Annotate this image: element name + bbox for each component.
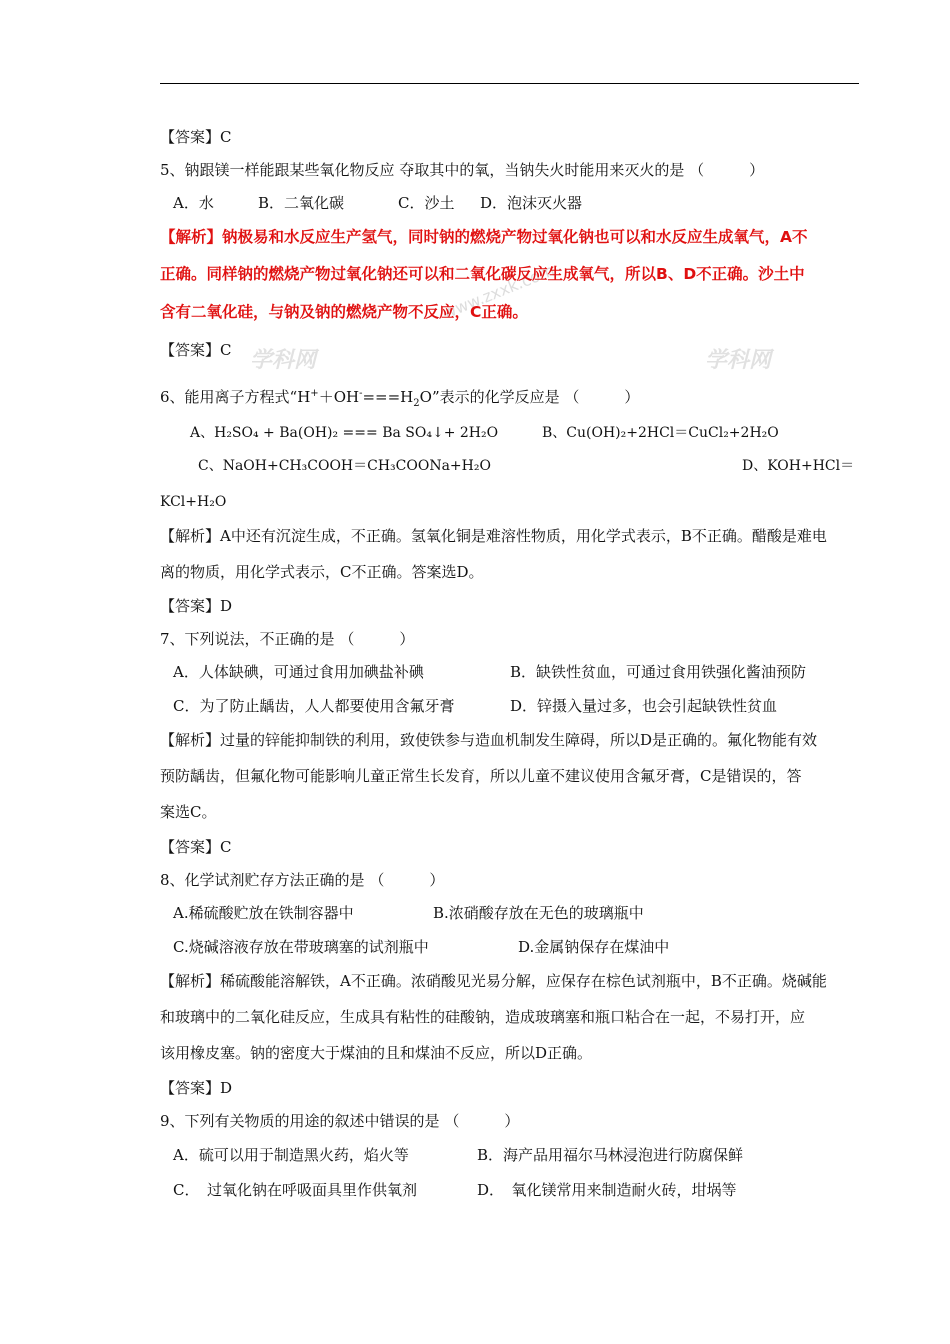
q6-stem-mid2: ===H (362, 388, 414, 406)
q6-option-a: A、H₂SO₄ + Ba(OH)₂ === Ba SO₄↓+ 2H₂O (190, 425, 499, 441)
answer-q5: 【答案】C (160, 341, 232, 359)
q7-option-c: C．为了防止龋齿，人人都要使用含氟牙膏 (173, 697, 455, 715)
q6-option-c: C、NaOH+CH₃COOH＝CH₃COONa+H₂O (198, 458, 491, 474)
q7-option-a: A．人体缺碘，可通过食用加碘盐补碘 (173, 663, 424, 681)
watermark-logo-right: 学科网 (705, 348, 772, 373)
q6-stem-sup2: - (359, 388, 363, 399)
q5-option-c: C．沙土 (398, 194, 455, 212)
question-9-stem: 9、下列有关物质的用途的叙述中错误的是 （ ） (160, 1112, 520, 1130)
answer-q8: 【答案】D (160, 1079, 233, 1097)
answer-q4: 【答案】C (160, 128, 232, 146)
q9-option-c: C． 过氧化钠在呼吸面具里作供氧剂 (173, 1181, 417, 1199)
q7-analysis-line-3: 案选C。 (160, 803, 217, 821)
watermark-url: www.zxxk.com (440, 260, 558, 323)
q6-stem-pre: 6、能用离子方程式“H (160, 388, 311, 406)
q6-stem-post: O”表示的化学反应是 （ ） (419, 388, 640, 406)
header-rule (160, 83, 859, 84)
q7-analysis-line-2: 预防龋齿，但氟化物可能影响儿童正常生长发育，所以儿童不建议使用含氟牙膏，C是错误的，答 (160, 767, 802, 785)
q7-analysis-line-1: 【解析】过量的锌能抑制铁的利用，致使铁参与造血机制发生障碍，所以D是正确的。氟化物能有效 (160, 731, 818, 749)
q8-analysis-line-3: 该用橡皮塞。钠的密度大于煤油的且和煤油不反应，所以D正确。 (160, 1044, 593, 1062)
q9-option-a: A．硫可以用于制造黑火药，焰火等 (173, 1146, 409, 1164)
q6-stem-sub: 2 (413, 398, 420, 409)
q7-option-b: B．缺铁性贫血，可通过食用铁强化酱油预防 (510, 663, 807, 681)
q6-stem-mid1: ＋OH (318, 388, 360, 406)
question-5-stem: 5、钠跟镁一样能跟某些氧化物反应 夺取其中的氧，当钠失火时能用来灭火的是 （ ） (160, 161, 765, 179)
q8-analysis-line-2: 和玻璃中的二氧化硅反应，生成具有粘性的硅酸钠，造成玻璃塞和瓶口粘合在一起，不易打开，应 (160, 1008, 806, 1026)
q8-option-d: D.金属钠保存在煤油中 (518, 938, 670, 956)
q9-option-b: B．海产品用福尔马林浸泡进行防腐保鲜 (477, 1146, 744, 1164)
question-5-options (173, 193, 582, 213)
answer-q7: 【答案】C (160, 838, 232, 856)
q5-option-d: D．泡沫灭火器 (480, 194, 583, 212)
q9-option-d: D． 氧化镁常用来制造耐火砖，坩埚等 (477, 1181, 737, 1199)
q5-option-b: B．二氧化碳 (258, 194, 345, 212)
q8-option-b: B.浓硝酸存放在无色的玻璃瓶中 (433, 904, 644, 922)
question-7-stem: 7、下列说法，不正确的是 （ ） (160, 630, 415, 648)
q8-option-a: A.稀硫酸贮放在铁制容器中 (173, 904, 354, 922)
q6-option-d-part1: D、KOH+HCl＝ (742, 458, 855, 474)
question-6-stem (160, 387, 639, 407)
watermark-logo-left: 学科网 (250, 348, 317, 373)
q6-analysis-line-2: 离的物质，用化学式表示，C不正确。答案选D。 (160, 563, 484, 581)
q6-option-d-part2: KCl+H₂O (160, 494, 227, 510)
answer-q6: 【答案】D (160, 597, 233, 615)
q8-analysis-line-1: 【解析】稀硫酸能溶解铁，A不正确。浓硝酸见光易分解，应保存在棕色试剂瓶中，B不正确。烧碱能 (160, 972, 827, 990)
q6-option-b: B、Cu(OH)₂+2HCl＝CuCl₂+2H₂O (542, 425, 779, 441)
q6-stem-sup1: + (310, 388, 319, 399)
q5-analysis-line-2: 正确。同样钠的燃烧产物过氧化钠还可以和二氧化碳反应生成氧气，所以B、D不正确。沙土中 (160, 265, 805, 283)
q8-option-c: C.烧碱溶液存放在带玻璃塞的试剂瓶中 (173, 938, 429, 956)
q7-option-d: D．锌摄入量过多，也会引起缺铁性贫血 (510, 697, 778, 715)
q5-analysis-line-3: 含有二氧化硅，与钠及钠的燃烧产物不反应，C正确。 (160, 303, 528, 321)
q5-analysis-line-1: 【解析】钠极易和水反应生产氢气，同时钠的燃烧产物过氧化钠也可以和水反应生成氧气，A不 (160, 228, 808, 246)
q6-analysis-line-1: 【解析】A中还有沉淀生成，不正确。氢氧化铜是难溶性物质，用化学式表示，B不正确。醋酸是难电 (160, 527, 827, 545)
question-8-stem: 8、化学试剂贮存方法正确的是 （ ） (160, 871, 445, 889)
q5-option-a: A．水 (173, 194, 214, 212)
